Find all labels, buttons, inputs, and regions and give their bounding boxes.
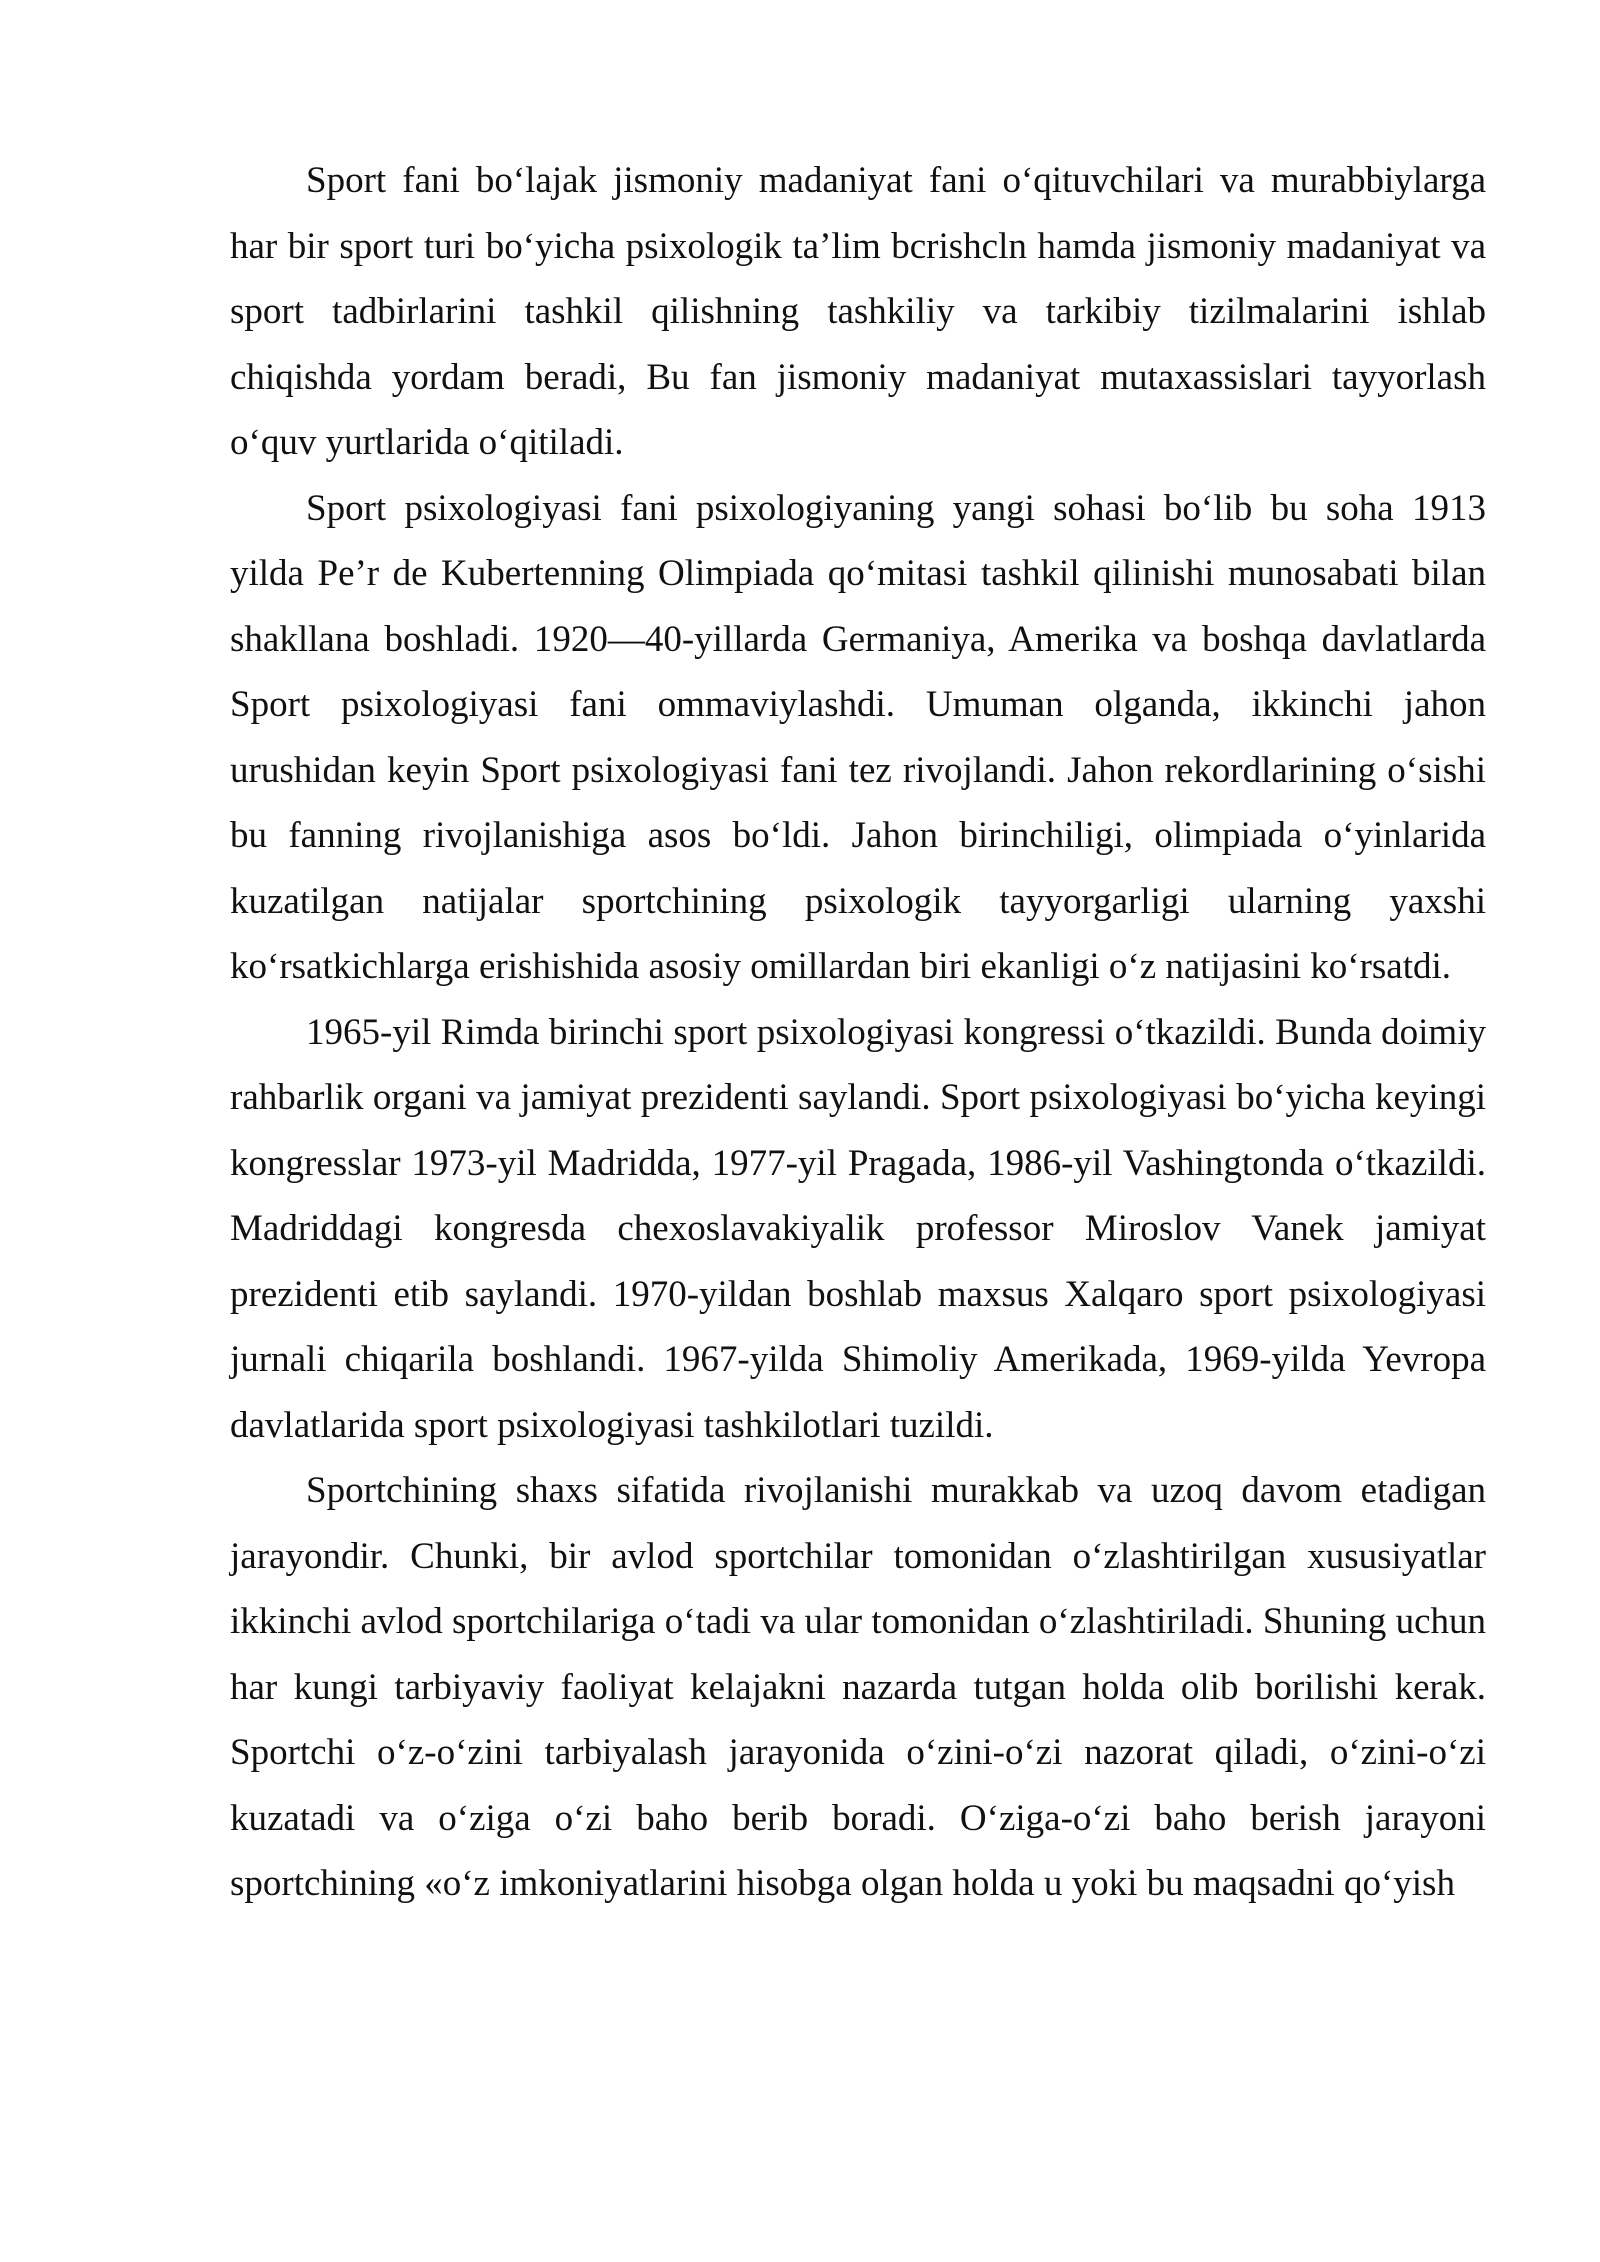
paragraph-4: Sportchining shaxs sifatida rivojlanishi murakkab va uzoq davom etadigan jarayondir. Chunki, bir avlod sportchilar tomonidan o‘zlashtirilgan xususiyatlar ikkinchi avlod sportchilariga o‘tadi va ular tomonidan o‘zlashtiriladi. Shuning uchun har kungi tarbiyaviy faoliyat kelajakni nazarda tutgan holda olib borilishi kerak. Sportchi o‘z-o‘zini tarbiyalash jarayonida o‘zini-o‘zi nazorat qiladi, o‘zini-o‘zi kuzatadi va o‘ziga o‘zi baho berib boradi. O‘ziga-o‘zi baho berish jarayoni sportchining «o‘z imkoniyatlarini hisobga olgan holda u yoki bu maqsadni qo‘yish [230,1470,1486,1904]
paragraph-2: Sport psixologiyasi fani psixologiyaning yangi sohasi bo‘lib bu soha 1913 yilda Pe’r de Kubertenning Olimpiada qo‘mitasi tashkil qilinishi munosabati bilan shakllana boshladi. 1920—40-yillarda Germaniya, Amerika va boshqa davlatlarda Sport psixologiyasi fani ommaviylashdi. Umuman olganda, ikkinchi jahon urushidan keyin Sport psixologiyasi fani tez rivojlandi. Jahon rekordlarining o‘sishi bu fanning rivojlanishiga asos bo‘ldi. Jahon birinchiligi, olimpiada o‘yinlarida kuzatilgan natijalar sportchining psixologik tayyorgarligi ularning yaxshi ko‘rsatkichlarga erishishida asosiy omillardan biri ekanligi o‘z natijasini ko‘rsatdi. [230,487,1486,987]
page-body-text [230,148,1486,1917]
paragraph-1: Sport fani bo‘lajak jismoniy madaniyat fani o‘qituvchilari va murabbiylarga har bir sport turi bo‘yicha psixologik ta’lim bcrishcln hamda jismoniy madaniyat va sport tadbirlarini tashkil qilishning tashkiliy va tarkibiy tizilmalarini ishlab chiqishda yordam beradi, Bu fan jismoniy madaniyat mutaxassislari tayyorlash o‘quv yurtlarida o‘qitiladi. [230,160,1486,463]
paragraph-3: 1965-yil Rimda birinchi sport psixologiyasi kongressi o‘tkazildi. Bunda doimiy rahbarlik organi va jamiyat prezidenti saylandi. Sport psixologiyasi bo‘yicha keyingi kongresslar 1973-yil Madridda, 1977-yil Pragada, 1986-yil Vashingtonda o‘tkazildi. Madriddagi kongresda chexoslavakiyalik professor Miroslov Vanek jamiyat prezidenti etib saylandi. 1970-yildan boshlab maxsus Xalqaro sport psixologiyasi jurnali chiqarila boshlandi. 1967-yilda Shimoliy Amerikada, 1969-yilda Yevropa davlatlarida sport psixologiyasi tashkilotlari tuzildi. [230,1011,1486,1446]
